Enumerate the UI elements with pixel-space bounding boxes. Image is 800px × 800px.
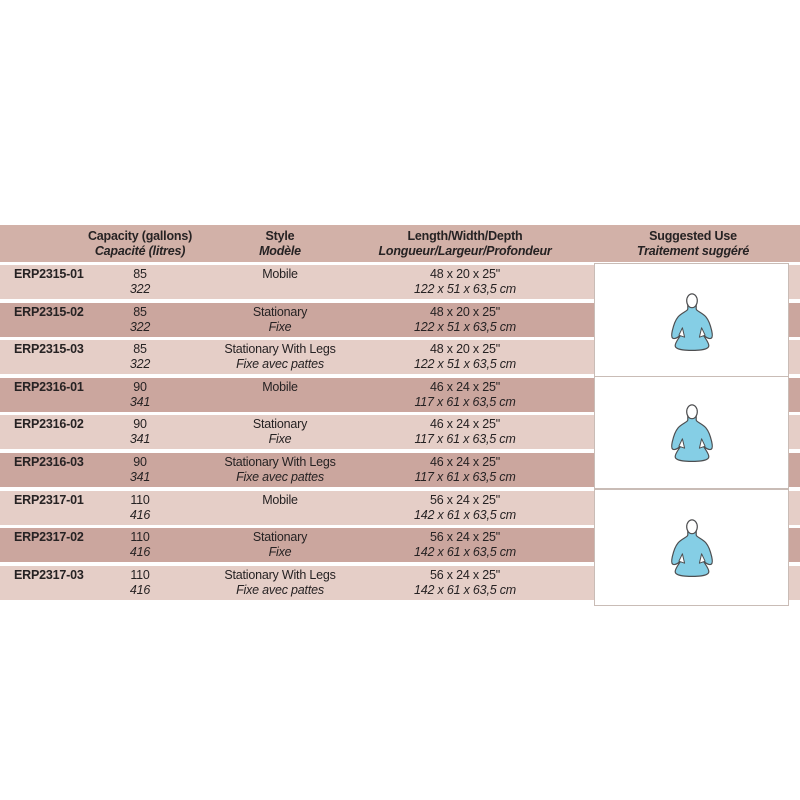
style-en: Stationary: [252, 530, 308, 545]
torso-icon: [666, 519, 718, 577]
capacity-gallons: 110: [130, 567, 150, 582]
style-en: Stationary: [252, 304, 308, 319]
dimensions-cm: 142 x 61 x 63,5 cm: [413, 507, 516, 522]
header-dimensions-fr: Longueur/Largeur/Profondeur: [378, 243, 552, 258]
dimensions-cm: 122 x 51 x 63,5 cm: [413, 357, 516, 372]
capacity-litres: 341: [129, 394, 151, 409]
dimensions-inches: 48 x 20 x 25": [430, 267, 500, 281]
capacity-cell: [100, 528, 180, 562]
style-en: Mobile: [262, 379, 298, 394]
header-dimensions: [380, 225, 550, 262]
capacity-gallons: 110: [130, 530, 150, 545]
header-dimensions-en: Length/Width/Depth: [407, 228, 523, 243]
capacity-litres: 322: [129, 319, 151, 334]
header-style-en: Style: [265, 228, 295, 243]
product-code: ERP2315-02: [14, 304, 84, 319]
dimensions-cell: [380, 453, 550, 487]
dimensions-inches: 56 x 24 x 25": [430, 530, 500, 545]
capacity-gallons: 85: [133, 267, 147, 281]
product-code: ERP2315-03: [14, 342, 84, 357]
dimensions-inches: 46 x 24 x 25": [430, 454, 500, 469]
dimensions-cell: [380, 378, 550, 412]
capacity-cell: [100, 491, 180, 525]
dimensions-cell: [380, 491, 550, 525]
capacity-cell: [100, 265, 180, 299]
style-cell: [180, 265, 380, 299]
capacity-cell: [100, 566, 180, 600]
dimensions-inches: 46 x 24 x 25": [430, 379, 500, 394]
style-en: Stationary With Legs: [224, 454, 336, 469]
style-cell: [180, 566, 380, 600]
capacity-cell: [100, 378, 180, 412]
dimensions-cell: [380, 303, 550, 337]
dimensions-cell: [380, 528, 550, 562]
capacity-litres: 416: [129, 545, 151, 560]
capacity-cell: [100, 415, 180, 449]
dimensions-cell: [380, 265, 550, 299]
product-code: ERP2317-02: [14, 530, 84, 545]
dimensions-inches: 46 x 24 x 25": [430, 417, 500, 432]
dimensions-inches: 48 x 20 x 25": [430, 342, 500, 357]
torso-icon: [666, 404, 718, 462]
product-code: ERP2317-01: [14, 492, 84, 507]
style-cell: [180, 415, 380, 449]
header-capacity: [87, 225, 193, 262]
style-cell: [180, 340, 380, 374]
style-fr: Fixe avec pattes: [236, 582, 324, 597]
style-fr: Fixe: [268, 545, 292, 560]
capacity-litres: 416: [129, 582, 151, 597]
dimensions-cell: [380, 415, 550, 449]
dimensions-cm: 117 x 61 x 63,5 cm: [414, 432, 516, 447]
capacity-litres: 341: [129, 432, 151, 447]
product-code: ERP2315-01: [14, 267, 84, 281]
dimensions-cm: 122 x 51 x 63,5 cm: [413, 319, 516, 334]
style-en: Stationary: [252, 417, 308, 432]
torso-icon: [666, 293, 718, 351]
dimensions-inches: 56 x 24 x 25": [430, 492, 500, 507]
dimensions-inches: 56 x 24 x 25": [430, 567, 500, 582]
capacity-litres: 416: [129, 507, 151, 522]
capacity-litres: 322: [129, 282, 151, 296]
capacity-gallons: 85: [133, 342, 147, 357]
capacity-gallons: 90: [133, 379, 147, 394]
style-fr: Fixe avec pattes: [236, 357, 324, 372]
capacity-gallons: 90: [133, 417, 147, 432]
style-cell: [180, 491, 380, 525]
capacity-litres: 341: [129, 469, 151, 484]
product-code: ERP2316-01: [14, 379, 84, 394]
capacity-cell: [100, 340, 180, 374]
header-style: [180, 225, 380, 262]
dimensions-cell: [380, 566, 550, 600]
dimensions-cm: 142 x 61 x 63,5 cm: [413, 545, 516, 560]
style-fr: Fixe: [268, 319, 292, 334]
dimensions-cell: [380, 340, 550, 374]
header-empty-cell: [0, 225, 100, 262]
header-suggested-use: [550, 225, 800, 262]
dimensions-cm: 117 x 61 x 63,5 cm: [414, 394, 516, 409]
table-header: [0, 225, 800, 262]
suggested-use-box: [594, 376, 789, 489]
style-fr: Fixe: [268, 432, 292, 447]
style-cell: [180, 528, 380, 562]
header-capacity-en: Capacity (gallons): [87, 228, 193, 243]
suggested-use-box: [594, 489, 789, 606]
style-cell: [180, 378, 380, 412]
capacity-gallons: 85: [133, 304, 147, 319]
capacity-litres: 322: [129, 357, 151, 372]
product-code: ERP2317-03: [14, 567, 84, 582]
suggested-use-box: [594, 263, 789, 380]
style-cell: [180, 303, 380, 337]
style-en: Stationary With Legs: [224, 567, 336, 582]
style-en: Mobile: [262, 267, 298, 281]
dimensions-cm: 117 x 61 x 63,5 cm: [414, 469, 516, 484]
capacity-gallons: 90: [133, 454, 147, 469]
product-code: ERP2316-03: [14, 454, 84, 469]
capacity-cell: [100, 303, 180, 337]
dimensions-inches: 48 x 20 x 25": [430, 304, 500, 319]
product-code: ERP2316-02: [14, 417, 84, 432]
header-suggested-use-en: Suggested Use: [649, 228, 737, 243]
capacity-gallons: 110: [130, 492, 150, 507]
dimensions-cm: 142 x 61 x 63,5 cm: [413, 582, 516, 597]
style-fr: Fixe avec pattes: [236, 469, 324, 484]
style-cell: [180, 453, 380, 487]
header-suggested-use-fr: Traitement suggéré: [636, 243, 750, 258]
style-en: Stationary With Legs: [224, 342, 336, 357]
style-en: Mobile: [262, 492, 298, 507]
capacity-cell: [100, 453, 180, 487]
header-capacity-fr: Capacité (litres): [94, 243, 186, 258]
header-style-fr: Modèle: [259, 243, 301, 258]
dimensions-cm: 122 x 51 x 63,5 cm: [413, 282, 516, 296]
